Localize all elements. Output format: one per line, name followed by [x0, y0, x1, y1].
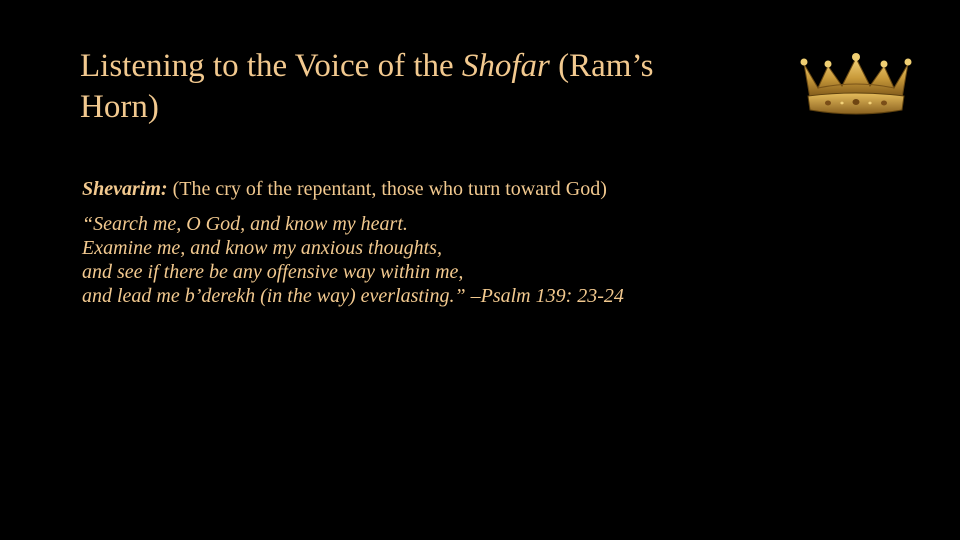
slide-title: [80, 46, 740, 128]
shevarim-term: Shevarim:: [82, 178, 168, 200]
verse-line: “Search me, O God, and know my heart.: [82, 213, 408, 235]
verse-line: and lead me b’derekh (in the way) everlasting.” –Psalm 139: 23-24: [82, 285, 624, 307]
title-emphasis-shofar: Shofar: [461, 48, 550, 84]
verse-line: and see if there be any offensive way within me,: [82, 261, 464, 283]
verse-line: Examine me, and know my anxious thoughts,: [82, 237, 442, 259]
shevarim-description: (The cry of the repentant, those who turn toward God): [167, 178, 607, 200]
crown-icon: [798, 52, 914, 118]
shevarim-subheading: [82, 176, 882, 202]
title-part-2: (Ram’s Horn): [80, 48, 654, 125]
psalm-verse: [82, 212, 882, 308]
slide-body: [82, 176, 882, 308]
title-part-1: Listening to the Voice of the: [80, 48, 462, 84]
